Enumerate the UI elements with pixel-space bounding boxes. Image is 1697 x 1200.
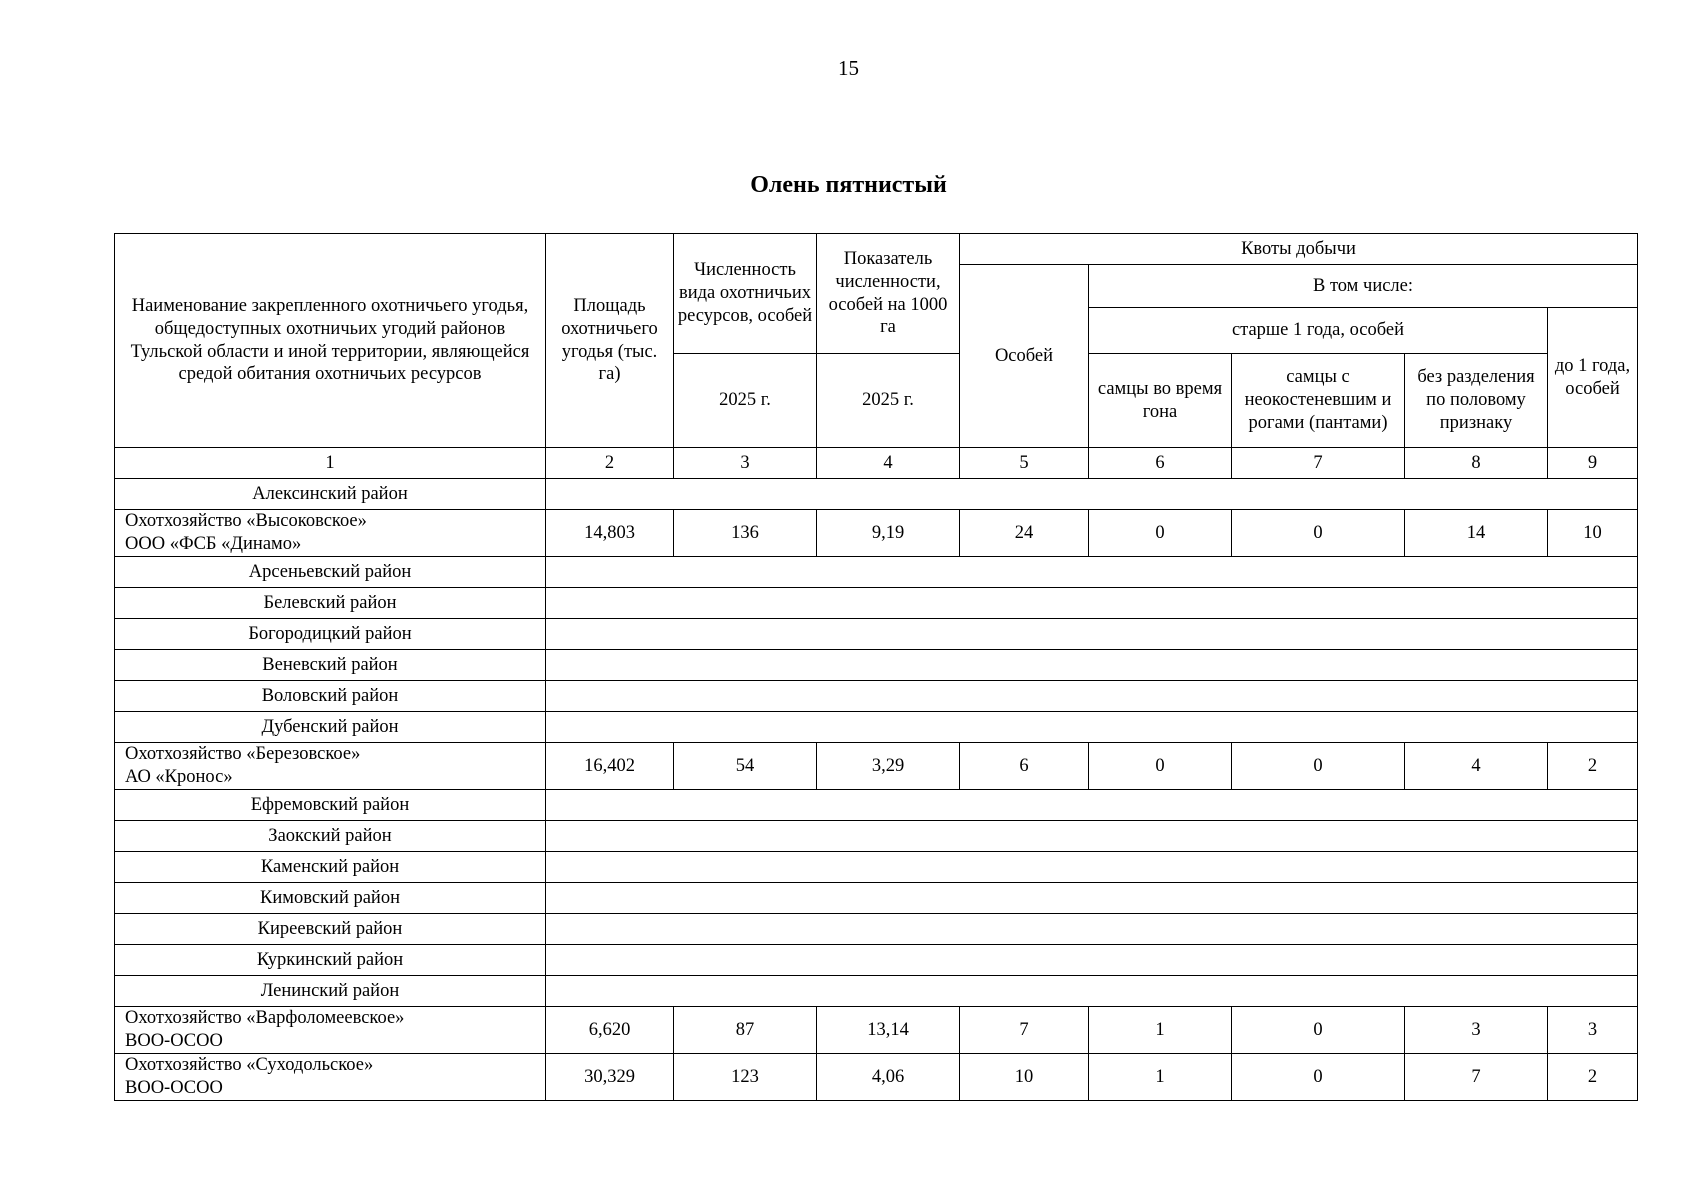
page-number: 15 — [838, 56, 859, 80]
entry-owner-line: АО «Кронос» — [125, 767, 233, 787]
empty-cell — [546, 650, 1638, 681]
value-cell: 2 — [1548, 1054, 1638, 1101]
district-name: Белевский район — [115, 588, 546, 619]
entry-owner-line: ООО «ФСБ «Динамо» — [125, 534, 302, 554]
district-name: Дубенский район — [115, 712, 546, 743]
entry-row — [115, 1007, 1638, 1054]
district-row — [115, 976, 1638, 1007]
district-name: Арсеньевский район — [115, 557, 546, 588]
district-row — [115, 821, 1638, 852]
header-density: Показатель численности, особей на 1000 га — [817, 234, 960, 354]
district-row — [115, 712, 1638, 743]
column-number: 2 — [546, 448, 674, 479]
header-quotas: Квоты добычи — [960, 234, 1638, 265]
district-row — [115, 557, 1638, 588]
value-cell: 14,803 — [546, 510, 674, 557]
value-cell: 0 — [1232, 743, 1405, 790]
quota-table — [114, 233, 1638, 1101]
entry-name-line: Охотхозяйство «Березовское» — [125, 744, 361, 765]
district-row — [115, 883, 1638, 914]
header-name: Наименование закрепленного охотничьего угодья, общедоступных охотничьих угодий районов Тульской области и иной территории, являющейся средой обитания охотничьих ресурсов — [115, 234, 546, 448]
value-cell: 0 — [1089, 510, 1232, 557]
district-row — [115, 790, 1638, 821]
entry-name-line: Охотхозяйство «Суходольское» — [125, 1055, 374, 1076]
empty-cell — [546, 976, 1638, 1007]
column-number: 6 — [1089, 448, 1232, 479]
value-cell: 3 — [1548, 1007, 1638, 1054]
value-cell: 0 — [1232, 510, 1405, 557]
header-under-one: до 1 года, особей — [1548, 308, 1638, 448]
district-row — [115, 619, 1638, 650]
district-row — [115, 681, 1638, 712]
empty-cell — [546, 945, 1638, 976]
entry-owner-line: ВОО-ОСОО — [125, 1031, 223, 1051]
header-total: Особей — [960, 265, 1089, 448]
entry-row — [115, 743, 1638, 790]
empty-cell — [546, 852, 1638, 883]
value-cell: 4 — [1405, 743, 1548, 790]
column-number: 7 — [1232, 448, 1405, 479]
empty-cell — [546, 588, 1638, 619]
district-row — [115, 479, 1638, 510]
district-name: Ефремовский район — [115, 790, 546, 821]
district-row — [115, 945, 1638, 976]
entry-name — [115, 1007, 546, 1054]
value-cell: 2 — [1548, 743, 1638, 790]
value-cell: 6 — [960, 743, 1089, 790]
empty-cell — [546, 681, 1638, 712]
district-name: Каменский район — [115, 852, 546, 883]
value-cell: 123 — [674, 1054, 817, 1101]
column-numbers-row — [115, 448, 1638, 479]
value-cell: 24 — [960, 510, 1089, 557]
value-cell: 54 — [674, 743, 817, 790]
value-cell: 3 — [1405, 1007, 1548, 1054]
entry-name — [115, 743, 546, 790]
value-cell: 16,402 — [546, 743, 674, 790]
column-number: 5 — [960, 448, 1089, 479]
district-row — [115, 852, 1638, 883]
district-row — [115, 650, 1638, 681]
value-cell: 9,19 — [817, 510, 960, 557]
column-number: 9 — [1548, 448, 1638, 479]
header-no-sex: без разделения по половому признаку — [1405, 354, 1548, 448]
district-name: Воловский район — [115, 681, 546, 712]
empty-cell — [546, 479, 1638, 510]
entry-name-line: Охотхозяйство «Высоковское» — [125, 511, 367, 532]
empty-cell — [546, 821, 1638, 852]
column-number: 8 — [1405, 448, 1548, 479]
page-title: Олень пятнистый — [750, 172, 947, 198]
value-cell: 10 — [960, 1054, 1089, 1101]
header-population-year: 2025 г. — [674, 354, 817, 448]
value-cell: 87 — [674, 1007, 817, 1054]
district-name: Киреевский район — [115, 914, 546, 945]
value-cell: 136 — [674, 510, 817, 557]
table-body — [115, 479, 1638, 1101]
empty-cell — [546, 790, 1638, 821]
value-cell: 0 — [1232, 1007, 1405, 1054]
empty-cell — [546, 712, 1638, 743]
value-cell: 1 — [1089, 1054, 1232, 1101]
column-number: 4 — [817, 448, 960, 479]
value-cell: 0 — [1232, 1054, 1405, 1101]
header-area: Площадь охотничьего угодья (тыс. га) — [546, 234, 674, 448]
value-cell: 14 — [1405, 510, 1548, 557]
district-name: Богородицкий район — [115, 619, 546, 650]
entry-row — [115, 1054, 1638, 1101]
entry-name — [115, 1054, 546, 1101]
entry-row — [115, 510, 1638, 557]
value-cell: 0 — [1089, 743, 1232, 790]
header-males-rut: самцы во время гона — [1089, 354, 1232, 448]
column-number: 3 — [674, 448, 817, 479]
entry-owner-line: ВОО-ОСОО — [125, 1078, 223, 1098]
district-row — [115, 588, 1638, 619]
district-name: Алексинский район — [115, 479, 546, 510]
district-name: Кимовский район — [115, 883, 546, 914]
value-cell: 7 — [1405, 1054, 1548, 1101]
value-cell: 6,620 — [546, 1007, 674, 1054]
value-cell: 1 — [1089, 1007, 1232, 1054]
district-name: Ленинский район — [115, 976, 546, 1007]
value-cell: 4,06 — [817, 1054, 960, 1101]
header-density-year: 2025 г. — [817, 354, 960, 448]
district-name: Куркинский район — [115, 945, 546, 976]
value-cell: 13,14 — [817, 1007, 960, 1054]
header-males-antlers: самцы с неокостеневшим и рогами (пантами) — [1232, 354, 1405, 448]
empty-cell — [546, 619, 1638, 650]
empty-cell — [546, 557, 1638, 588]
entry-name — [115, 510, 546, 557]
header-including: В том числе: — [1089, 265, 1638, 308]
value-cell: 3,29 — [817, 743, 960, 790]
header-older: старше 1 года, особей — [1089, 308, 1548, 354]
district-row — [115, 914, 1638, 945]
table-header — [115, 234, 1638, 479]
column-number: 1 — [115, 448, 546, 479]
district-name: Веневский район — [115, 650, 546, 681]
district-name: Заокский район — [115, 821, 546, 852]
value-cell: 30,329 — [546, 1054, 674, 1101]
empty-cell — [546, 914, 1638, 945]
entry-name-line: Охотхозяйство «Варфоломеевское» — [125, 1008, 405, 1029]
value-cell: 10 — [1548, 510, 1638, 557]
value-cell: 7 — [960, 1007, 1089, 1054]
header-population: Численность вида охотничьих ресурсов, особей — [674, 234, 817, 354]
empty-cell — [546, 883, 1638, 914]
